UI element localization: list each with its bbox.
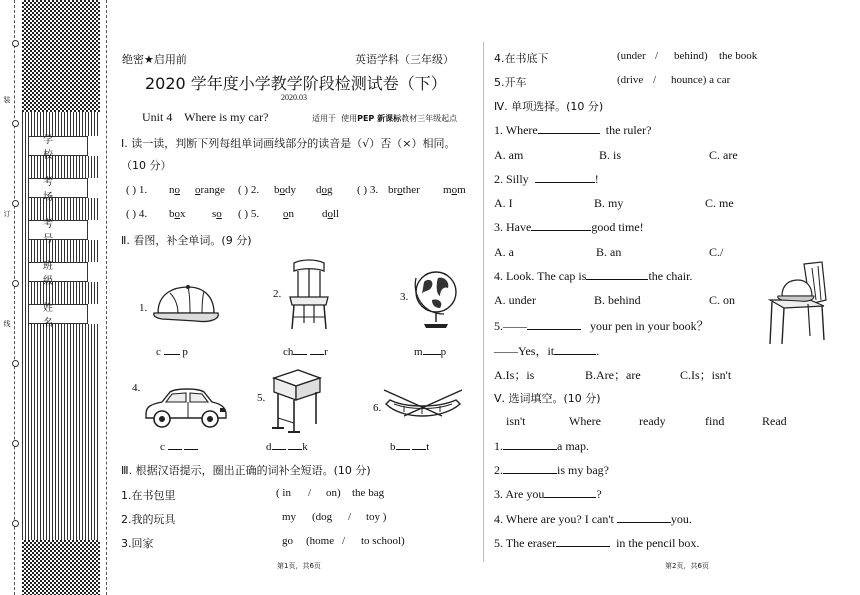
s5-item-5-blank[interactable] [556, 536, 610, 547]
school-field-label: 学 校 [28, 136, 88, 156]
name-field-label: 姓 名 [28, 304, 88, 324]
s3-item-2-sep2: / [348, 511, 352, 523]
s5-item-3-blank[interactable] [544, 487, 596, 498]
cut-line [106, 0, 107, 595]
s4-q4-opt-a[interactable]: A. under [494, 293, 536, 307]
s2-item-3-num: 3. [400, 291, 409, 303]
s2-item-1-num: 1. [139, 302, 148, 314]
page-divider [483, 42, 484, 562]
exam-number-field[interactable] [88, 220, 100, 240]
s1-item-2-num: ( ) 2. [238, 184, 260, 196]
s3-item-3-sep: / [342, 535, 346, 547]
s2-item-5-word: d k [266, 441, 308, 453]
s2-item-3-blank[interactable] [423, 344, 441, 355]
chair-picture [284, 259, 334, 331]
section2-heading: Ⅱ. 看图，补全单词。(9 分) [121, 234, 252, 247]
unit-title: Unit 4 Where is my car? [142, 110, 269, 124]
exam-number-field-label: 考 号 [28, 220, 88, 240]
s4-q1-opt-c[interactable]: C. are [709, 148, 738, 162]
s1-item-1-word-a: no [169, 184, 180, 196]
checker-pattern-bottom [22, 540, 100, 595]
s3-item-2-opt2[interactable]: (dog [312, 511, 333, 523]
s3-item-3-cn: 3.回家 [121, 537, 154, 550]
word-bank-item: isn't [506, 414, 526, 428]
s2-item-2-word: ch r [283, 346, 328, 358]
s2-item-6-word: b t [390, 441, 430, 453]
s4-q3-opt-a[interactable]: A. a [494, 245, 514, 259]
s3-item-1-sep: / [308, 487, 312, 499]
section5-heading: Ⅴ. 选词填空。(10 分) [494, 392, 601, 405]
fold-line [14, 0, 15, 595]
s1-item-3-word-b: mom [443, 184, 466, 196]
page-footer-right: 第2页，共6页 [665, 562, 709, 570]
s3-item-4-opt2[interactable]: behind) [674, 50, 708, 62]
car-picture [142, 384, 228, 430]
s4-q3-opt-b[interactable]: B. an [596, 245, 622, 259]
s2-item-5-blank-1[interactable] [272, 439, 286, 450]
exam-room-field-label: 考 场 [28, 178, 88, 198]
secret-label: 绝密★启用前 [122, 53, 187, 66]
s3-item-4-tail: the book [719, 50, 758, 62]
s3-item-1-opt1[interactable]: ( in [276, 487, 291, 499]
s4-q2: 2. Silly ! [494, 172, 599, 186]
s2-item-6-num: 6. [373, 402, 382, 414]
s5-item-3: 3. Are you ? [494, 487, 602, 501]
s4-q5-answer: ——Yes，it . [494, 344, 600, 358]
s1-item-2-word-a: body [274, 184, 296, 196]
s3-item-2-opt3[interactable]: toy ) [366, 511, 387, 523]
s1-item-1-word-b: orange [195, 184, 225, 196]
side-mark-ding: 订 [3, 210, 11, 218]
page-footer-left: 第1页，共6页 [277, 562, 321, 570]
s4-q2-opt-c[interactable]: C. me [705, 196, 734, 210]
s3-item-5-cn: 5.开车 [494, 76, 527, 89]
word-bank-item: ready [639, 414, 666, 428]
s4-q4: 4. Look. The cap is the chair. [494, 269, 693, 283]
s2-item-2-blank-1[interactable] [293, 344, 307, 355]
binding-hole [12, 440, 19, 447]
s1-item-2-word-b: dog [316, 184, 333, 196]
s5-item-4: 4. Where are you? I can't you. [494, 512, 692, 526]
s4-q4-blank[interactable] [586, 269, 648, 280]
s4-q3: 3. Have good time! [494, 220, 644, 234]
s4-q2-blank[interactable] [535, 172, 595, 183]
s5-item-1-blank[interactable] [503, 439, 557, 450]
s2-item-4-blank-2[interactable] [184, 439, 198, 450]
s2-item-3-word: m p [414, 346, 447, 358]
s2-item-6-blank-2[interactable] [412, 439, 426, 450]
class-field-label: 班 级 [28, 262, 88, 282]
s4-q5-opt-b[interactable]: B.Are；are [585, 368, 641, 382]
s3-item-1-cn: 1.在书包里 [121, 489, 176, 502]
s3-item-5-opt2[interactable]: hounce) a car [671, 74, 731, 86]
s2-item-5-num: 5. [257, 392, 266, 404]
s3-item-4-opt1[interactable]: (under [617, 50, 646, 62]
s2-item-2-num: 2. [273, 288, 282, 300]
binding-hole [12, 360, 19, 367]
desk-picture [268, 368, 324, 434]
s4-q5-opt-a[interactable]: A.Is；is [494, 368, 535, 382]
checker-pattern-top [22, 0, 100, 112]
page-title: 2020 学年度小学教学阶段检测试卷（下） [145, 74, 447, 93]
s3-item-2-opt1[interactable]: my [282, 511, 297, 523]
section1-heading: Ⅰ. 读一读，判断下列每组单词画线部分的读音是（√）否（×）相同。 [121, 137, 456, 150]
s1-item-4-num: ( ) 4. [126, 208, 148, 220]
binding-margin [0, 0, 112, 595]
globe-picture [410, 266, 462, 330]
applies-prefix: 适用于 [312, 114, 336, 123]
exam-room-field[interactable] [88, 178, 100, 198]
s4-q1-blank[interactable] [538, 123, 600, 134]
s4-q5-opt-c[interactable]: C.Is；isn't [680, 368, 732, 382]
cap-picture [150, 283, 222, 331]
s4-q1-opt-b[interactable]: B. is [599, 148, 622, 162]
word-bank-item: find [705, 414, 725, 428]
applies-body: 使用 [341, 114, 358, 123]
applies-suffix: 教材三年级起点 [401, 114, 458, 123]
s4-q3-opt-c[interactable]: C./ [709, 245, 724, 259]
section1-score: （10 分） [121, 159, 172, 172]
s3-item-5-opt1[interactable]: (drive [617, 74, 644, 86]
s5-item-2-blank[interactable] [503, 463, 557, 474]
binding-hole [12, 40, 19, 47]
s4-q2-opt-b[interactable]: B. my [594, 196, 624, 210]
s4-q4-opt-b[interactable]: B. behind [594, 293, 641, 307]
s2-item-1-word: c p [156, 346, 188, 358]
subject-label: 英语学科（三年级） [355, 53, 454, 66]
s5-item-4-blank[interactable] [617, 512, 671, 523]
s2-item-4-num: 4. [132, 382, 141, 394]
s3-item-3-tail[interactable]: to school) [361, 535, 405, 547]
cap-on-chair-picture [764, 260, 830, 346]
s1-item-4-word-b: so [212, 208, 222, 220]
s5-item-1: 1. a map. [494, 439, 589, 453]
s3-item-1-opt2[interactable]: on) [326, 487, 341, 499]
s1-item-5-word-b: doll [322, 208, 340, 220]
s2-item-5-blank-2[interactable] [288, 439, 302, 450]
s1-item-5-num: ( ) 5. [238, 208, 260, 220]
s4-q1: 1. Where the ruler? [494, 123, 652, 137]
s4-q5-blank[interactable] [527, 319, 581, 330]
s4-q5: 5.—— your pen in your book？ [494, 319, 709, 333]
s4-q4-opt-c[interactable]: C. on [709, 293, 736, 307]
binding-hole [12, 280, 19, 287]
binding-hole [12, 200, 19, 207]
side-mark-zhuang: 装 [3, 96, 11, 104]
s3-item-5-sep: / [653, 74, 657, 86]
s2-item-4-blank-1[interactable] [168, 439, 182, 450]
binding-hole [12, 120, 19, 127]
applies-bold: PEP 新课标 [357, 114, 402, 123]
s3-item-3-opt2[interactable]: (home [306, 535, 335, 547]
exam-date: 2020.03 [281, 93, 307, 102]
s4-q5-answer-blank[interactable] [554, 344, 596, 355]
s3-item-4-cn: 4.在书底下 [494, 52, 549, 65]
boat-picture [382, 386, 464, 426]
s3-item-4-sep: / [655, 50, 659, 62]
s2-item-6-blank-1[interactable] [396, 439, 410, 450]
s2-item-1-blank[interactable] [164, 344, 180, 355]
s1-item-1-num: ( ) 1. [126, 184, 148, 196]
s4-q2-opt-a[interactable]: A. I [494, 196, 513, 210]
s3-item-2-cn: 2.我的玩具 [121, 513, 176, 526]
s1-item-5-word-a: on [283, 208, 294, 220]
s5-item-5: 5. The eraser in the pencil box. [494, 536, 700, 550]
binding-hole [12, 520, 19, 527]
side-mark-xian: 线 [3, 320, 11, 328]
s1-item-3-word-a: brother [388, 184, 420, 196]
word-bank-item: Read [762, 414, 787, 428]
s2-item-4-word: c [160, 439, 198, 453]
section4-heading: Ⅳ. 单项选择。(10 分) [494, 100, 604, 113]
section3-heading: Ⅲ. 根据汉语提示，圈出正确的词补全短语。(10 分) [121, 464, 371, 477]
word-bank-item: Where [569, 414, 601, 428]
school-field[interactable] [88, 136, 100, 156]
applies-note [312, 113, 457, 124]
s4-q1-opt-a[interactable]: A. am [494, 148, 524, 162]
s1-item-4-word-a: box [169, 208, 186, 220]
s4-q3-blank[interactable] [531, 220, 591, 231]
s2-item-2-blank-2[interactable] [310, 344, 324, 355]
class-field[interactable] [88, 262, 100, 282]
name-field[interactable] [88, 304, 100, 324]
s1-item-3-num: ( ) 3. [357, 184, 379, 196]
s3-item-1-tail: the bag [352, 487, 385, 499]
s3-item-3-opt1[interactable]: go [282, 535, 293, 547]
s5-item-2: 2. is my bag? [494, 463, 609, 477]
